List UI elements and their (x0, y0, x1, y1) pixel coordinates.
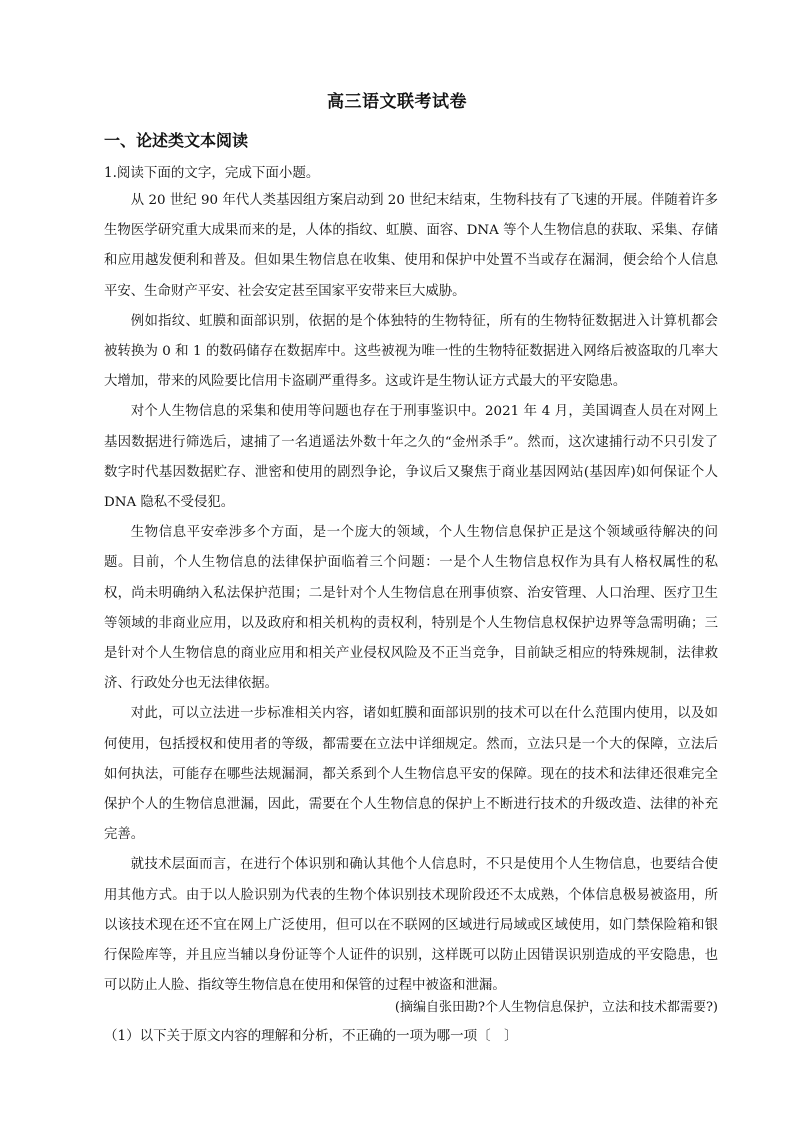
passage-paragraph: 就技术层面而言，在进行个体识别和确认其他个人信息时，不只是使用个人生物信息，也要结合使用其他方式。由于以人脸识别为代表的生物个体识别技术现阶段还不太成熟，个体信息极易被盗用，所以该技术现在还不宜在网上广泛使用，但可以在不联网的区域进行局域或区域使用，如门禁保险箱和银行保险库等，并且应当辅以身份证等个人证件的识别，这样既可以防止因错误识别造成的平安隐患，也可以防止人脸、指纹等生物信息在使用和保管的过程中被盗和泄漏。 (104, 857, 718, 994)
page-title: 高三语文联考试卷 (327, 92, 467, 112)
reading-passage (104, 186, 718, 1001)
passage-paragraph: 例如指纹、虹膜和面部识别，依据的是个体独特的生物特征，所有的生物特征数据进入计算机都会被转换为 0 和 1 的数码储存在数据库中。这些被视为唯一性的生物特征数据进入网络后被盗取的几率大大增加，带来的风险要比信用卡盗刷严重得多。这或许是生物认证方式最大的平安隐患。 (104, 313, 718, 390)
section-heading: 一、论述类文本阅读 (104, 131, 249, 150)
passage-paragraph: 生物信息平安牵涉多个方面，是一个庞大的领域，个人生物信息保护正是这个领域亟待解决的问题。目前，个人生物信息的法律保护面临着三个问题：一是个人生物信息权作为具有人格权属性的私权，尚未明确纳入私法保护范围；二是针对个人生物信息在刑事侦察、治安管理、人口治理、医疗卫生等领域的非商业应用，以及政府和相关机构的责权利，特别是个人生物信息权保护边界等急需明确；三是针对个人生物信息的商业应用和相关产业侵权风险及不正当竞争，目前缺乏相应的特殊规制，法律救济、行政处分也无法律依据。 (104, 525, 718, 692)
question-instruction: 1.阅读下面的文字，完成下面小题。 (104, 165, 320, 181)
sub-question: （1）以下关于原文内容的理解和分析，不正确的一项为哪一项〔 〕 (104, 1028, 518, 1044)
passage-paragraph: 对个人生物信息的采集和使用等问题也存在于刑事鉴识中。2021 年 4 月，美国调查人员在对网上基因数据进行筛选后，逮捕了一名逍遥法外数十年之久的“金州杀手”。然而，这次逮捕行动不只引发了数字时代基因数据贮存、泄密和使用的剧烈争论，争议后又聚焦于商业基因网站(基因库)如何保证个人 DNA 隐私不受侵犯。 (104, 404, 718, 511)
passage-source: (摘编自张田勘?个人生物信息保护，立法和技术都需要?) (394, 1000, 718, 1015)
passage-paragraph: 从 20 世纪 90 年代人类基因组方案启动到 20 世纪末结束，生物科技有了飞速的开展。伴随着许多生物医学研究重大成果而来的是，人体的指纹、虹膜、面容、DNA 等个人生物信息的获取、采集、存储和应用越发便利和普及。但如果生物信息在收集、使用和保护中处置不当或存在漏洞，便会给个人信息平安、生命财产平安、社会安定甚至国家平安带来巨大威胁。 (104, 193, 718, 299)
passage-paragraph: 对此，可以立法进一步标准相关内容，诸如虹膜和面部识别的技术可以在什么范围内使用，以及如何使用，包括授权和使用者的等级，都需要在立法中详细规定。然而，立法只是一个大的保障，立法后如何执法，可能存在哪些法规漏洞，都关系到个人生物信息平安的保障。现在的技术和法律还很难完全保护个人的生物信息泄漏，因此，需要在个人生物信息的保护上不断进行技术的升级改造、法律的补充完善。 (104, 706, 718, 843)
